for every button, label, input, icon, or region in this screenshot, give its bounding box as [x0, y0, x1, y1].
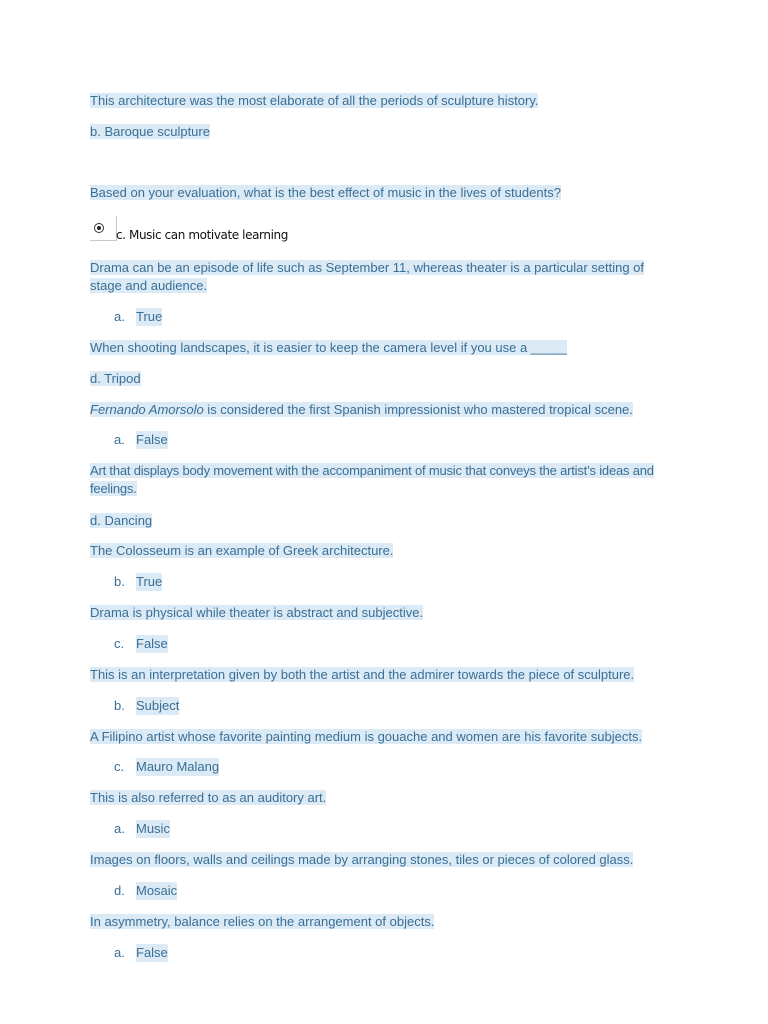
document-page: This architecture was the most elaborate of all the periods of sculpture history. b. Baroque sculpture Based on your evaluation, what is the best effect of music in the lives of students? c. Music can motivate learning Drama can be an episode of life such as September 11, whereas theater is a particular setting of stage and audience. a. True When shooting landscapes, it is easier to keep the camera level if you use a _____ d. Tripod Fernando Amorsolo is considered the first Spanish impressionist who mastered tropical scene. a. False Art that displays body movement with the accompaniment of music that conveys the artist’s ideas and feelings. d. Dancing The Colosseum is an example of Greek architecture. b. True Drama is physical while theater is abstract and subjective. c. False This is an interpretation given by both the artist and the admirer towards the piece of sculpture. b. Subject A Filipino artist whose favorite painting medium is gouache and women are his favorite subjects. c. Mauro Malang This is also referred to as an auditory art. a. Music Images on floors, walls and ceilings made by arranging stones, tiles or pieces of colored glass. d. Mosaic In asymmetry, balance relies on the arrangement of objects. a. False: [0, 0, 768, 1024]
question-11: This is also referred to as an auditory art.: [90, 790, 327, 805]
question-2: Based on your evaluation, what is the best effect of music in the lives of students?: [90, 185, 561, 200]
question-6: Art that displays body movement with the accompaniment of music that conveys the artist’s ideas and feelings.: [90, 463, 654, 496]
answer-1: b. Baroque sculpture: [90, 124, 210, 139]
question-5-rest: is considered the first Spanish impressionist who mastered tropical scene.: [203, 402, 633, 417]
answer-4: d. Tripod: [90, 371, 141, 386]
radio-selected-icon[interactable]: [94, 223, 104, 233]
question-4: When shooting landscapes, it is easier to keep the camera level if you use a _____: [90, 340, 567, 355]
answer-6: d. Dancing: [90, 513, 153, 528]
question-1: This architecture was the most elaborate of all the periods of sculpture history.: [90, 93, 539, 108]
question-10: A Filipino artist whose favorite painting medium is gouache and women are his favorite subjects.: [90, 729, 643, 744]
answer-2-label: c. Music can motivate learning: [116, 228, 288, 242]
question-12: Images on floors, walls and ceilings made by arranging stones, tiles or pieces of colored glass.: [90, 852, 634, 867]
question-8: Drama is physical while theater is abstract and subjective.: [90, 605, 424, 620]
question-13: In asymmetry, balance relies on the arrangement of objects.: [90, 914, 435, 929]
question-5-italic: Fernando Amorsolo: [90, 402, 204, 417]
question-7: The Colosseum is an example of Greek architecture.: [90, 543, 394, 558]
answer-2-radio-option[interactable]: [90, 216, 290, 242]
question-5: [90, 401, 633, 419]
question-3: Drama can be an episode of life such as September 11, whereas theater is a particular setting of stage and audience.: [90, 260, 645, 293]
question-9: This is an interpretation given by both the artist and the admirer towards the piece of sculpture.: [90, 667, 635, 682]
